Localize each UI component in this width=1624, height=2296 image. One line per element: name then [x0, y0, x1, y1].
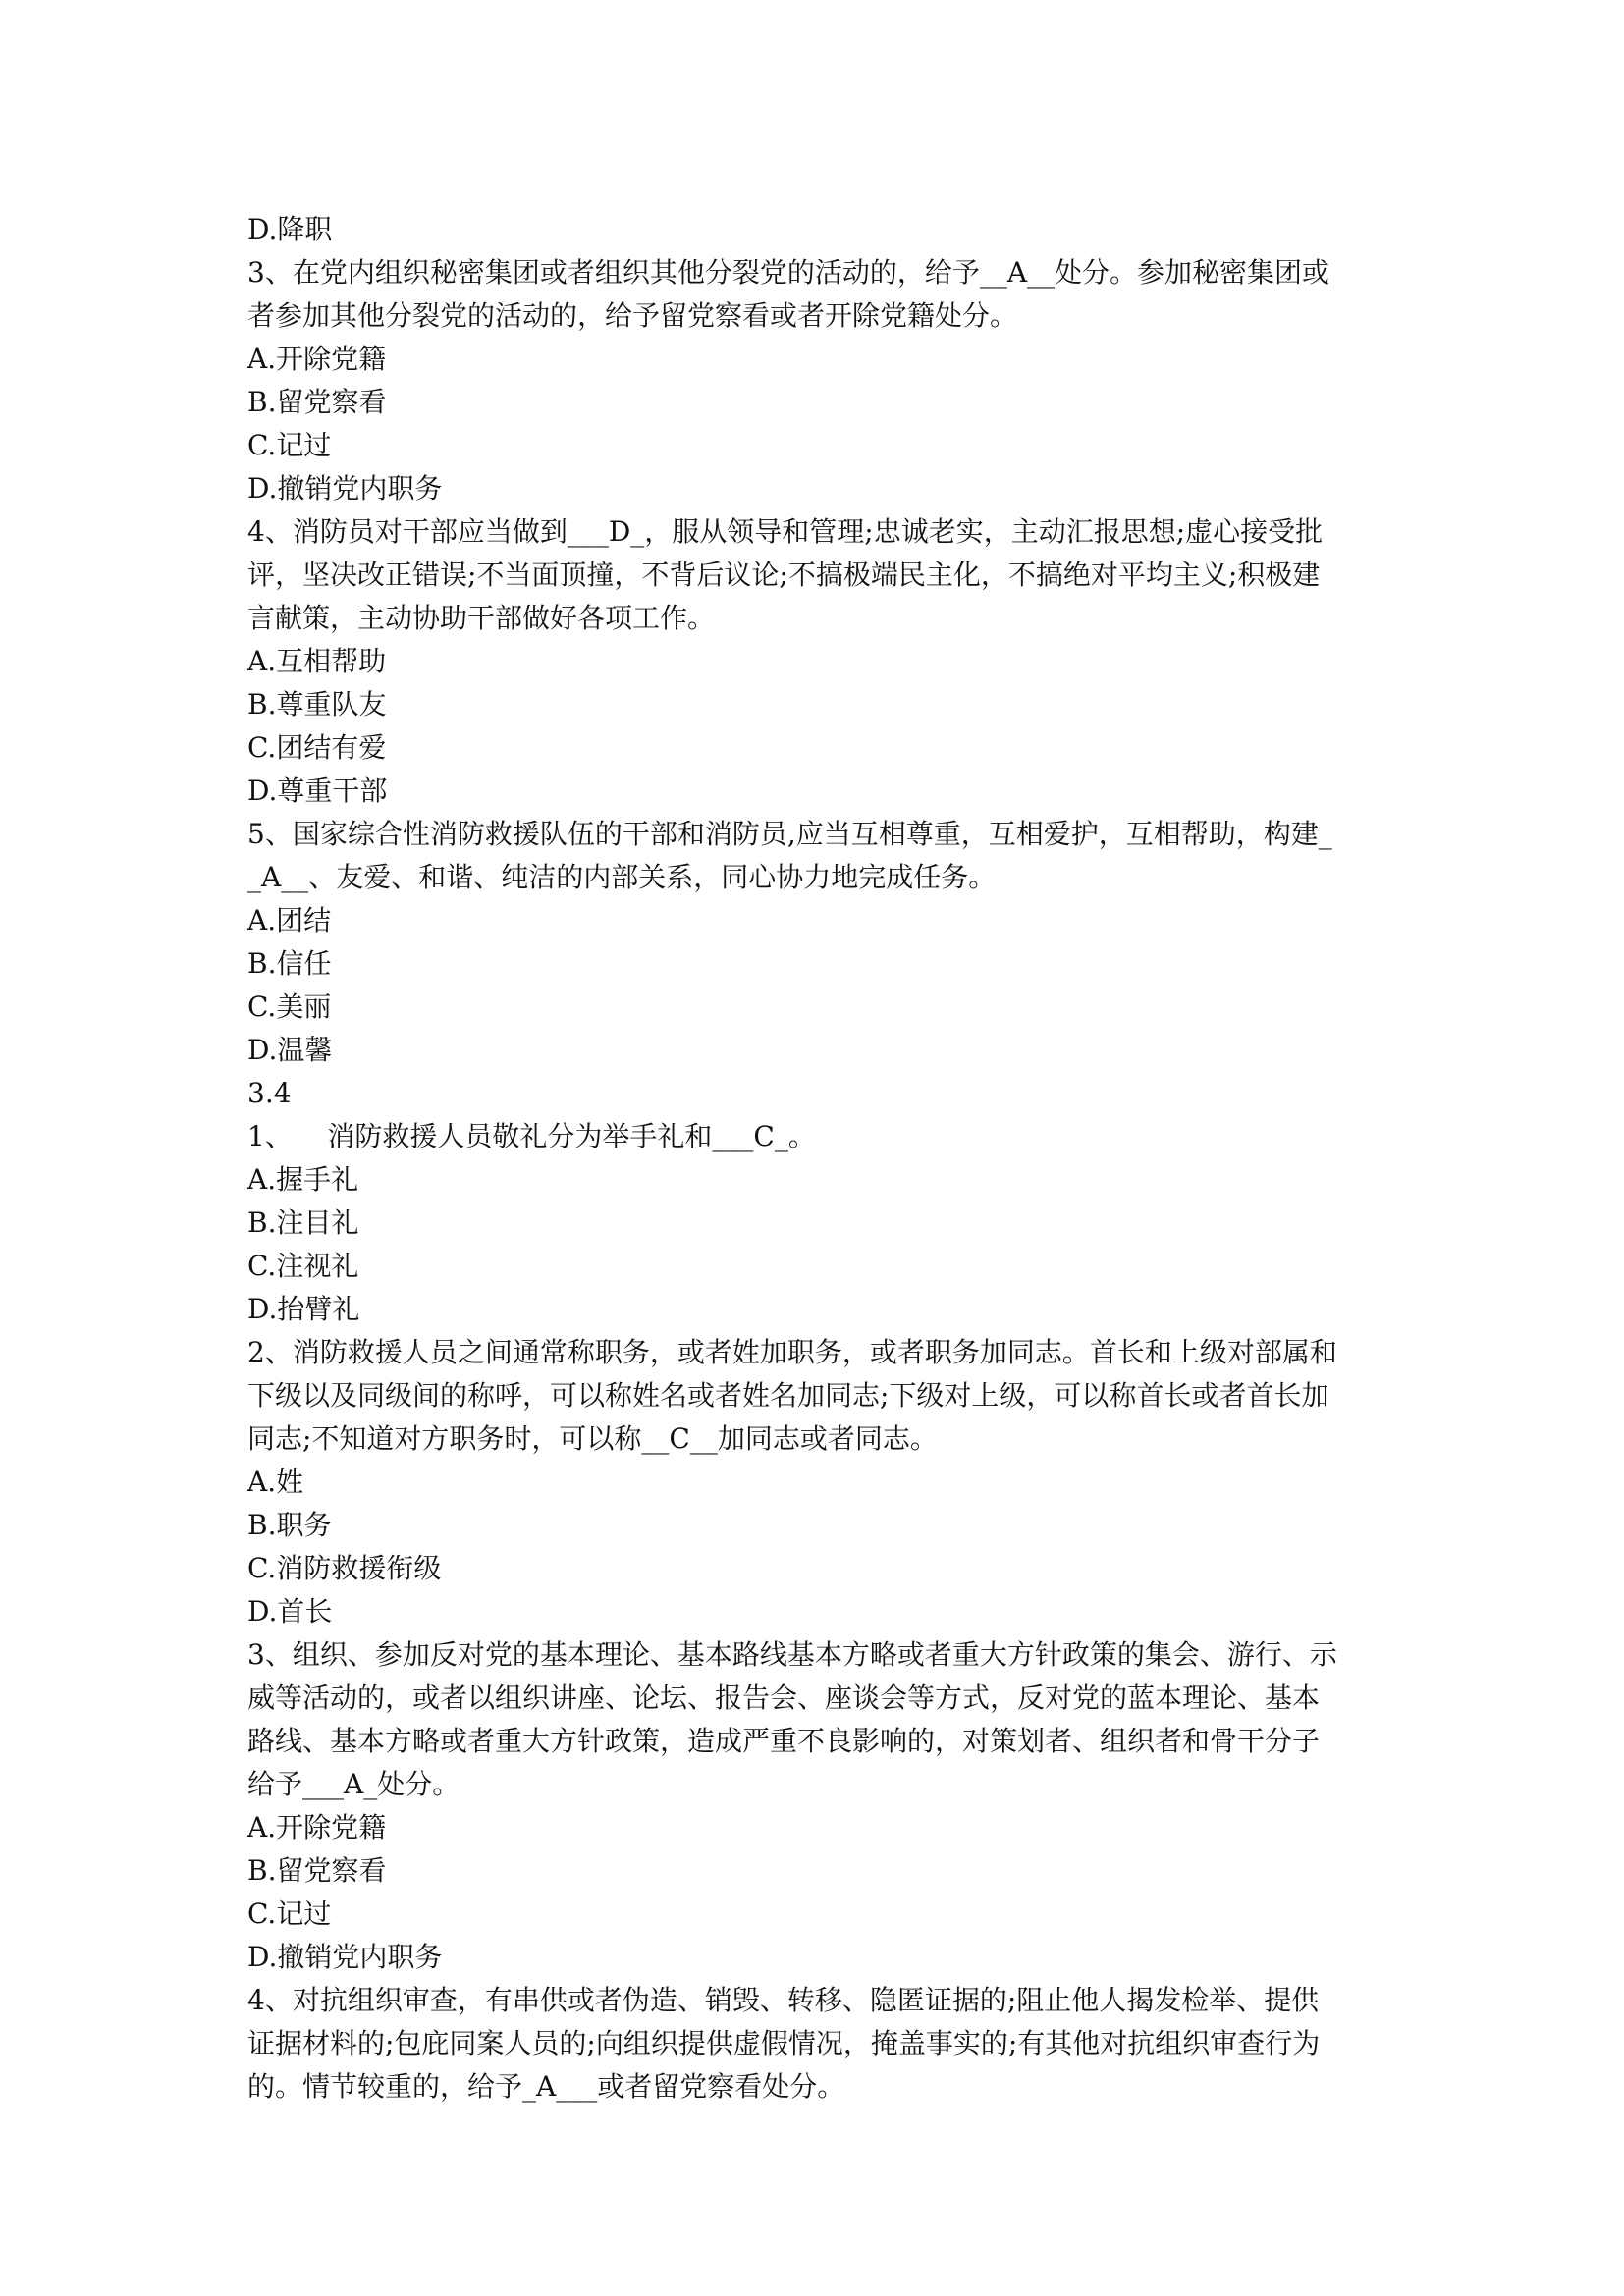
text-line: 言献策，主动协助干部做好各项工作。	[247, 602, 716, 634]
text-line: 同志;不知道对方职务时，可以称__C__加同志或者同志。	[247, 1422, 938, 1455]
text-line: 5、国家综合性消防救援队伍的干部和消防员,应当互相尊重，互相爱护，互相帮助，构建_	[247, 818, 1332, 850]
text-line: 路线、基本方略或者重大方针政策，造成严重不良影响的，对策划者、组织者和骨干分子	[247, 1725, 1321, 1757]
text-line: C.注视礼	[247, 1250, 359, 1282]
text-line: D.温馨	[247, 1034, 333, 1066]
text-line: 证据材料的;包庇同案人员的;向组织提供虚假情况，掩盖事实的;有其他对抗组织审查行为	[247, 2027, 1321, 2059]
text-line: C.记过	[247, 429, 332, 461]
text-line: D.抬臂礼	[247, 1293, 360, 1325]
text-line: B.信任	[247, 947, 332, 980]
text-line: 评，坚决改正错误;不当面顶撞，不背后议论;不搞极端民主化，不搞绝对平均主义;积极建	[247, 559, 1321, 591]
text-line: 者参加其他分裂党的活动的，给予留党察看或者开除党籍处分。	[247, 299, 1018, 332]
text-line: A.互相帮助	[247, 645, 387, 677]
text-line: 威等活动的，或者以组织讲座、论坛、报告会、座谈会等方式，反对党的蓝本理论、基本	[247, 1682, 1321, 1714]
text-line: 3.4	[247, 1077, 292, 1109]
text-line: A.开除党籍	[247, 343, 387, 375]
document-page	[247, 208, 1390, 2109]
text-line: 1、 消防救援人员敬礼分为举手礼和___C_。	[247, 1120, 816, 1152]
text-line: C.美丽	[247, 990, 332, 1023]
text-line: 下级以及同级间的称呼，可以称姓名或者姓名加同志;下级对上级，可以称首长或者首长加	[247, 1379, 1329, 1412]
text-line: 4、对抗组织审查，有串供或者伪造、销毁、转移、隐匿证据的;阻止他人揭发检举、提供	[247, 1984, 1320, 2016]
text-line: D.撤销党内职务	[247, 472, 443, 505]
text-line: D.尊重干部	[247, 774, 388, 807]
text-line: B.职务	[247, 1509, 332, 1541]
text-line: A.姓	[247, 1466, 304, 1498]
text-line: 的。情节较重的，给予_A___或者留党察看处分。	[247, 2070, 845, 2103]
text-line: B.留党察看	[247, 1854, 387, 1887]
text-line: C.消防救援衔级	[247, 1552, 442, 1584]
text-line: C.记过	[247, 1897, 332, 1930]
text-line: D.首长	[247, 1595, 333, 1628]
text-line: 给予___A_处分。	[247, 1768, 460, 1800]
text-line: B.留党察看	[247, 386, 387, 418]
text-line: D.降职	[247, 213, 333, 245]
text-line: 4、消防员对干部应当做到___D_，服从领导和管理;忠诚老实，主动汇报思想;虚心接受批	[247, 515, 1324, 548]
text-line: A.握手礼	[247, 1163, 359, 1196]
text-line: 3、在党内组织秘密集团或者组织其他分裂党的活动的，给予__A__处分。参加秘密集团或	[247, 256, 1330, 289]
text-line: A.开除党籍	[247, 1811, 387, 1843]
text-line: A.团结	[247, 904, 332, 936]
text-line: B.注目礼	[247, 1206, 359, 1239]
text-line: D.撤销党内职务	[247, 1941, 443, 1973]
text-line: C.团结有爱	[247, 731, 387, 764]
text-line: _A__、友爱、和谐、纯洁的内部关系，同心协力地完成任务。	[247, 861, 997, 893]
text-line: B.尊重队友	[247, 688, 387, 721]
text-line: 3、组织、参加反对党的基本理论、基本路线基本方略或者重大方针政策的集会、游行、示	[247, 1638, 1337, 1671]
text-line: 2、消防救援人员之间通常称职务，或者姓加职务，或者职务加同志。首长和上级对部属和	[247, 1336, 1337, 1368]
